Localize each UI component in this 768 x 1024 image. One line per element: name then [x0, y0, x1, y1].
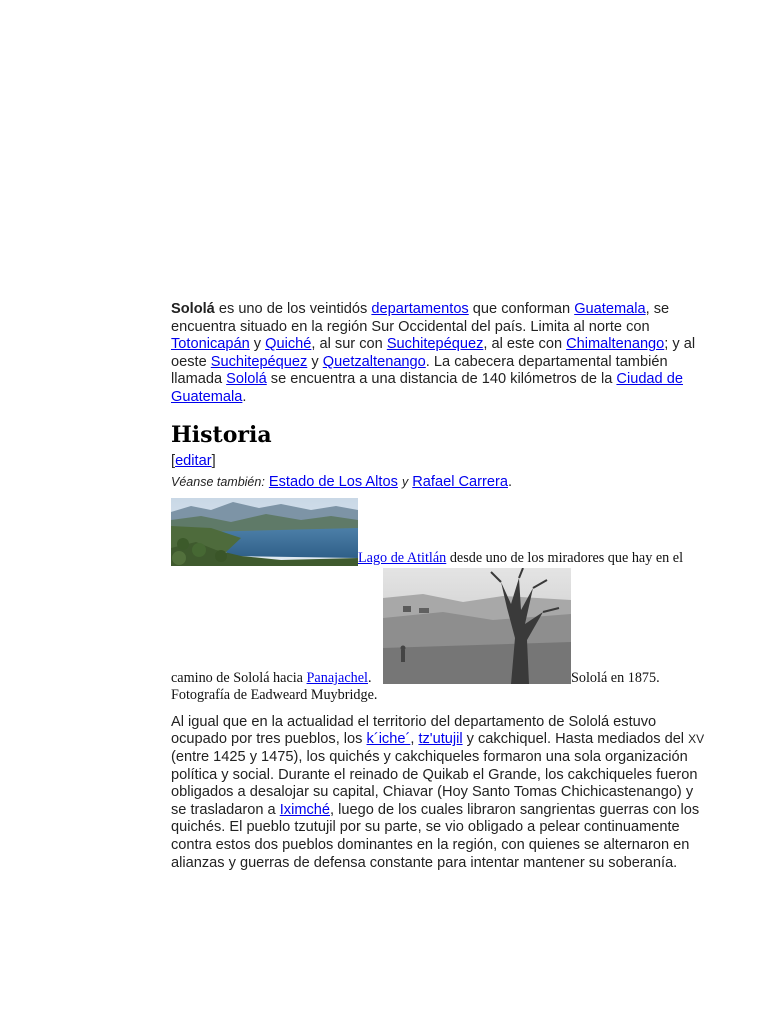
link-tzutujil[interactable]: tz'utujil [418, 731, 463, 748]
link-guatemala[interactable]: Guatemala [574, 301, 646, 317]
link-departamentos[interactable]: departamentos [371, 301, 469, 317]
intro-text: ; y al oeste [171, 336, 696, 370]
intro-paragraph [171, 301, 711, 407]
historia-paragraph [171, 714, 711, 872]
caption-lago [358, 550, 683, 567]
century-numeral: XV [688, 732, 705, 747]
body-text: y cakchiquel. Hasta mediados del [462, 731, 689, 748]
body-text: , luego de los cuales libraron sangrientas guerras con los quichés. El pueblo tzutujil por su parte, se vio obligado a pelear continuamente contra estos dos pueblos dominantes en la región, con quienes se alternaron en alianzas y guerras de defensa constante para intentar mantener su soberanía. [171, 801, 700, 871]
link-quiche[interactable]: Quiché [265, 336, 312, 353]
link-ciudad-de-guatemala[interactable]: Ciudad de Guatemala [171, 371, 683, 405]
link-panajachel[interactable]: Panajachel [306, 669, 368, 686]
link-quetzaltenango[interactable]: Quetzaltenango [322, 353, 426, 370]
link-rafael-carrera[interactable]: Rafael Carrera [412, 474, 508, 491]
lake-atitlan-image[interactable] [171, 498, 358, 566]
link-kiche[interactable]: k´iche´ [366, 731, 411, 748]
see-also-label: Véanse también: [171, 475, 265, 490]
intro-text: , al sur con [311, 336, 387, 353]
section-heading-historia: Historia [171, 421, 272, 448]
see-also-separator: y [401, 475, 409, 490]
caption-photographer: Fotografía de Eadweard Muybridge. [171, 686, 378, 703]
caption-solola-1875: Sololá en 1875. [571, 669, 660, 686]
intro-text: y [249, 336, 266, 353]
edit-link[interactable]: editar [175, 452, 212, 469]
lake-atitlan-illustration [171, 498, 358, 566]
intro-text: . La cabecera departamental también llamada [171, 353, 668, 388]
caption-text: camino de Sololá hacia [171, 669, 307, 686]
intro-text: se encuentra a una distancia de 140 kilómetros de la [266, 371, 617, 388]
edit-section [171, 453, 711, 471]
period: . [507, 474, 513, 491]
figures-block [171, 498, 711, 703]
link-estado-de-los-altos[interactable]: Estado de Los Altos [268, 474, 398, 491]
intro-text: y [307, 353, 323, 370]
link-suchitepequez-west[interactable]: Suchitepéquez [210, 353, 308, 370]
intro-text: , se encuentra situado en la región Sur Occidental del país. Limita al norte con [171, 301, 670, 335]
see-also-note [171, 474, 711, 492]
intro-text: es uno de los veintidós [214, 301, 372, 317]
solola-1875-photo[interactable] [383, 568, 571, 684]
bracket: [ [171, 452, 176, 469]
article-content [171, 301, 711, 872]
link-iximche[interactable]: Iximché [279, 801, 330, 818]
body-text: , [410, 731, 419, 748]
bracket: ] [211, 452, 216, 469]
body-text: Al igual que en la actualidad el territorio del departamento de Sololá estuvo ocupado por tres pueblos, los [171, 713, 657, 748]
intro-text: que conforman [468, 301, 575, 317]
caption-text: desde uno de los miradores que hay en el [446, 549, 684, 566]
body-text: (entre 1425 y 1475), los quichés y cakchiqueles formaron una sola organización política y social. Durante el reinado de Quikab el Grande, los cakchiqueles fueron obligados a desalojar su capital, Chiavar (Hoy Santo Tomas Chichicastenango) y se trasladaron a [171, 748, 698, 818]
link-chimaltenango[interactable]: Chimaltenango [566, 336, 665, 353]
caption-camino [171, 670, 372, 687]
intro-text: . [242, 388, 247, 405]
article-term: Sololá [171, 301, 215, 317]
period: . [367, 669, 372, 686]
link-suchitepequez-south[interactable]: Suchitepéquez [386, 336, 484, 353]
intro-text: , al este con [483, 336, 567, 353]
link-totonicapan[interactable]: Totonicapán [171, 336, 250, 353]
link-lago-de-atitlan[interactable]: Lago de Atitlán [358, 549, 447, 566]
link-solola[interactable]: Sololá [226, 371, 267, 388]
solola-1875-illustration [383, 568, 571, 684]
